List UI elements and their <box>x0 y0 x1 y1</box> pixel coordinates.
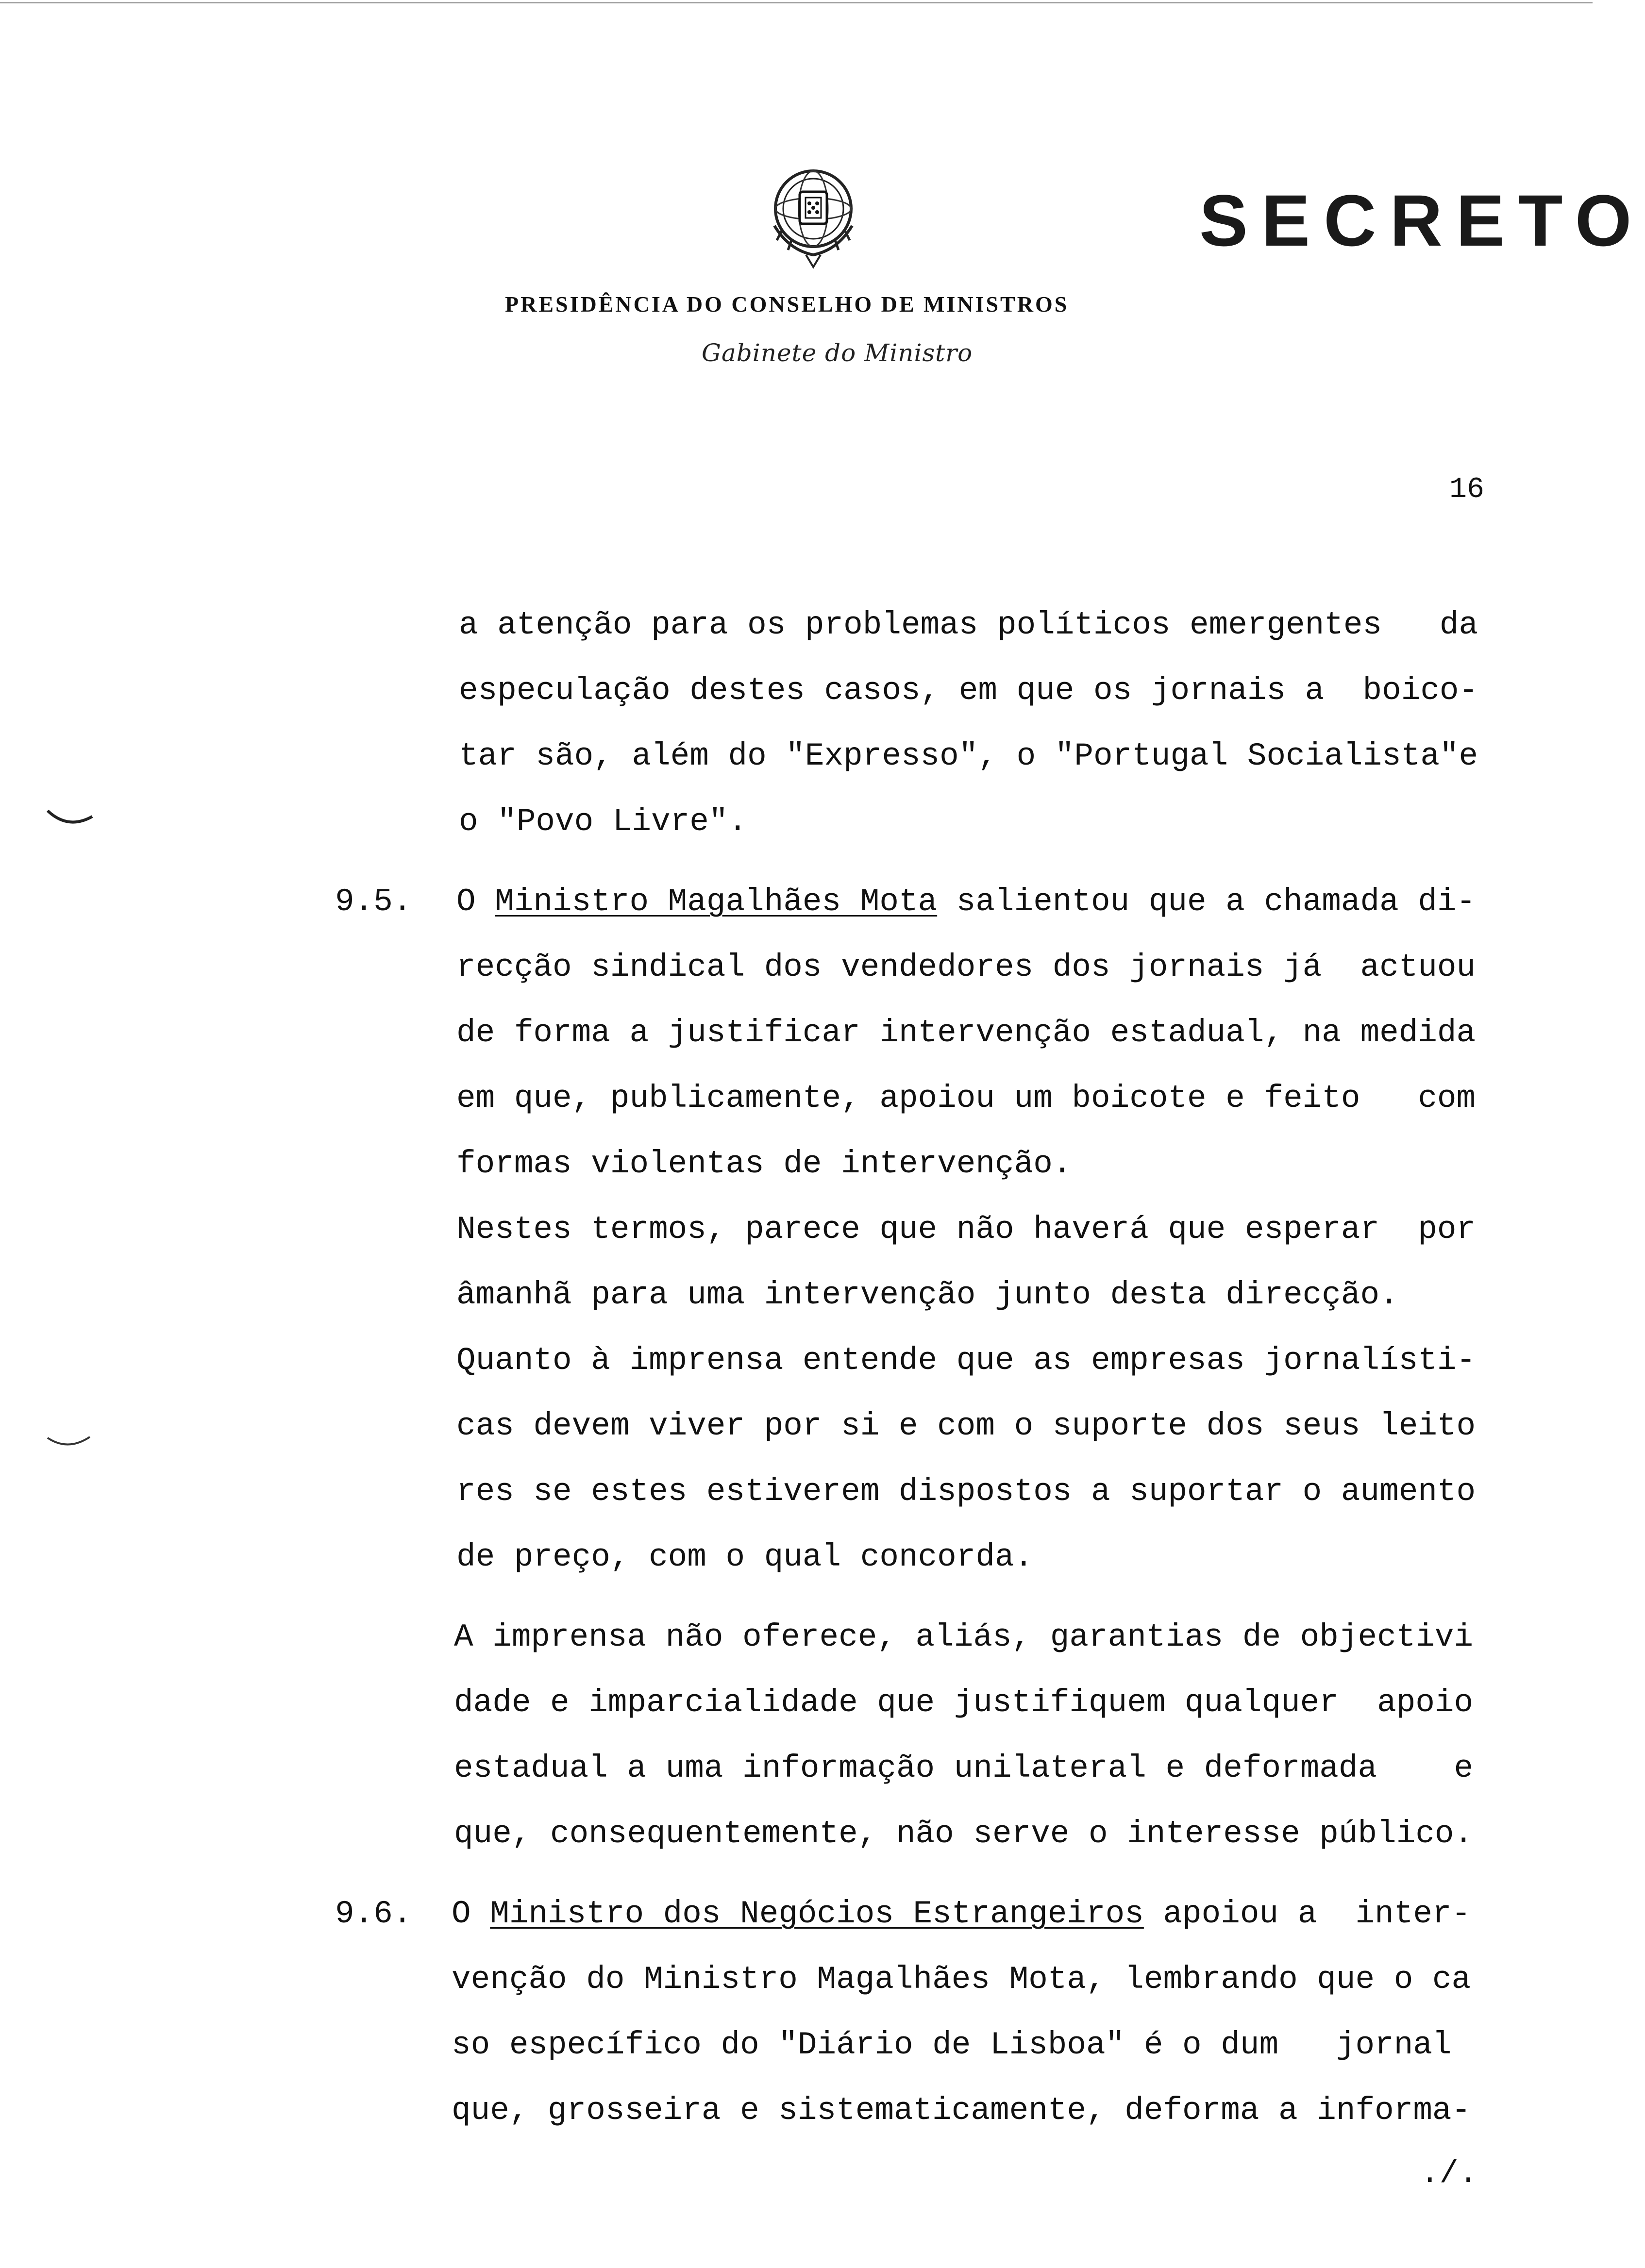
text-line: so específico do "Diário de Lisboa" é o dum jornal <box>452 2027 1452 2063</box>
text-line: res se estes estiverem dispostos a suportar o aumento <box>456 1473 1476 1510</box>
text-fragment: O <box>452 1896 490 1932</box>
text-line: estadual a uma informação unilateral e deformada e <box>454 1750 1474 1786</box>
page-number: 16 <box>1449 473 1485 506</box>
text-fragment: O <box>456 884 495 920</box>
coat-of-arms-seal <box>755 158 872 274</box>
text-line: recção sindical dos vendedores dos jornais já actuou <box>456 949 1476 985</box>
text-line: tar são, além do "Expresso", o "Portugal Socialista"e <box>459 738 1478 774</box>
text-line <box>456 884 1476 920</box>
text-line: âmanhã para uma intervenção junto desta direcção. <box>456 1277 1399 1313</box>
institution-name: PRESIDÊNCIA DO CONSELHO DE MINISTROS <box>505 292 1069 317</box>
text-line: dade e imparcialidade que justifiquem qualquer apoio <box>454 1684 1474 1721</box>
text-line: A imprensa não oferece, aliás, garantias de objectivi <box>454 1619 1474 1655</box>
text-fragment: salientou que a chamada di- <box>937 884 1476 920</box>
minister-name: Ministro Magalhães Mota <box>495 884 938 920</box>
text-line: o "Povo Livre". <box>459 803 748 840</box>
punch-mark <box>44 806 97 835</box>
text-line: venção do Ministro Magalhães Mota, lembrando que o ca <box>452 1961 1471 1998</box>
continuation-mark: ./. <box>1420 2155 1478 2192</box>
text-line: que, grosseira e sistematicamente, deforma a informa- <box>452 2092 1471 2129</box>
text-line: a atenção para os problemas políticos emergentes da <box>459 607 1478 643</box>
punch-mark <box>44 1432 97 1461</box>
text-line: Nestes termos, parece que não haverá que esperar por <box>456 1211 1476 1248</box>
text-line: em que, publicamente, apoiou um boicote e feito com <box>456 1080 1476 1117</box>
text-line: de preço, com o qual concorda. <box>456 1539 1034 1575</box>
text-line: cas devem viver por si e com o suporte dos seus leito <box>456 1408 1476 1444</box>
scan-border-line <box>0 2 1593 3</box>
section-number: 9.6. <box>335 1896 412 1932</box>
text-line: formas violentas de intervenção. <box>456 1146 1072 1182</box>
text-line: Quanto à imprensa entende que as empresas jornalísti- <box>456 1342 1476 1379</box>
text-line: de forma a justificar intervenção estadual, na medida <box>456 1015 1476 1051</box>
text-line <box>452 1896 1471 1932</box>
office-name: Gabinete do Ministro <box>702 339 973 367</box>
text-line: especulação destes casos, em que os jornais a boico- <box>459 672 1478 709</box>
text-fragment: apoiou a inter- <box>1143 1896 1471 1932</box>
text-line: que, consequentemente, não serve o interesse público. <box>454 1816 1474 1852</box>
section-number: 9.5. <box>335 884 412 920</box>
classification-stamp: SECRETO <box>1199 180 1645 261</box>
minister-name: Ministro dos Negócios Estrangeiros <box>490 1896 1144 1932</box>
